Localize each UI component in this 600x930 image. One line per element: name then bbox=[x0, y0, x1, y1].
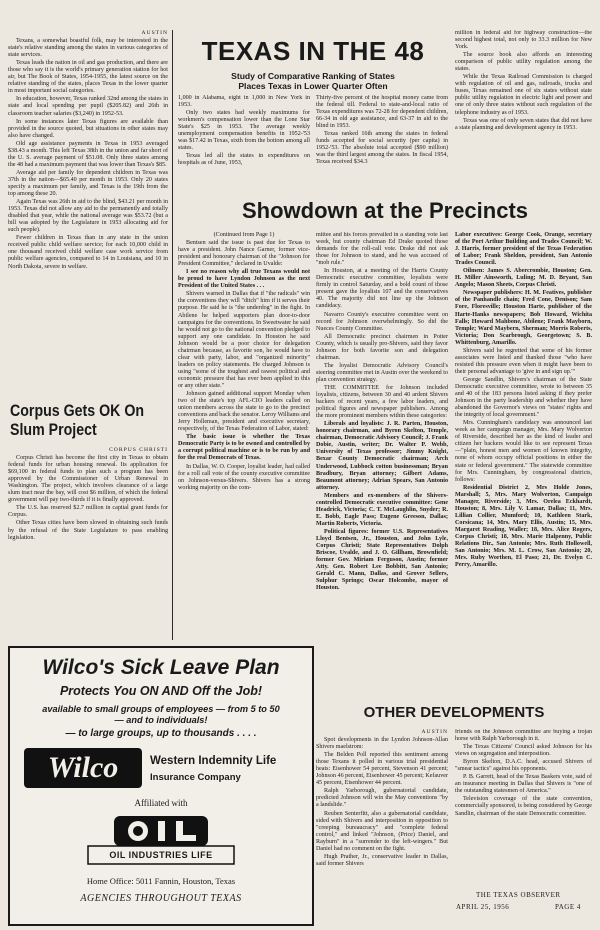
corpus-article bbox=[8, 447, 168, 635]
wilcos-line: — and to individuals! bbox=[114, 715, 208, 725]
col1-paragraph: Old age assistance payments in Texas in 1953 averaged $38.43 a month. This left Texas 38th in the union and far short of the U. S. average payment of $51.08. Only three states among the 48 had a maximum payment that was lower than Texas's $85. bbox=[8, 140, 168, 168]
showdown-paragraph: Johnson gained additional support Monday when two of the state's top AFL-CIO leaders called on union members across the state to go to the precinct conventions and back the senator. Leroy Williams and Jerry Holleman, president and executive secretary, respectively, of the Texas Federation of Labor, stated: bbox=[178, 391, 310, 433]
texas48-subhead: Study of Comparative Ranking of States bbox=[231, 71, 395, 81]
showdown-paragraph: Members and ex-members of the Shivers-controlled Democratic executive committee: Gene Headrick, Victoria; C. T. McLaughlin, Snyder; R. E. Bobb, Eagle Pass; Eugene Greeson, Dallas; Martin Roberts, Victoria. bbox=[316, 492, 448, 527]
other-paragraph: P. B. Garrett, head of the Texas Baskers vote, said of an insurance meeting in Dallas that Shivers is "one of the outstanding statesmen of America." bbox=[455, 774, 592, 795]
showdown-paragraph: Bentsen said the issue is past due for Texas to have a president. John Nance Garner, former vice-president and honorary chairman of the "Johnson for President Committee," declared in Uvalde: bbox=[178, 240, 310, 268]
wilcos-affiliated: Affiliated with bbox=[134, 798, 188, 808]
col1-paragraph: Texas leads the nation in oil and gas production, and there are those who say it is the world's primary generation station for hot air, but The Book of States, 1954-1955, the latest source on the relative standing of the states, places Texas in the lower quarter in most important social categories. bbox=[8, 60, 168, 95]
other-paragraph: Reuben Senterfitt, also a gubernatorial candidate, sided with Shivers and interposition in opposition to "creeping bureaucracy" and "complete federal control," and linked "Johnson, (Price) Daniel, and Rayburn" in a "surrender to the left-wingers." But Daniel had no comment on the fight. bbox=[316, 810, 448, 852]
showdown-column bbox=[455, 232, 592, 677]
col1-article bbox=[8, 30, 168, 413]
wilcos-advertisement bbox=[8, 646, 314, 926]
texas48-paragraph: Thirty-five percent of the hospital money came from the federal till. Federal to state-and-local ratio of Texas expenditures was 72-28 for dependent children, 66-34 in old age assistance, and 63-37 in aid to the blind in 1953. bbox=[316, 95, 448, 130]
corpus-paragraph: Corpus Christi has become the first city in Texas to obtain federal funds for urban housing renewal. Its application for $69,100 in federal funds to plan such a program has been approved by the Commissioner of Urban Renewal in Washington. The project, which involves clearance of a large slum tract near the bay, will cost $6 million, of which the federal government will pay two-thirds if it is finally approved. bbox=[8, 455, 168, 504]
showdown-paragraph: All Democratic precinct chairmen in Potter County, which is usually pro-Shivers, said they favor Johnson for both favorite son and delegation chairman. bbox=[316, 333, 448, 361]
wilcos-line: — to large groups, up to thousands . . . . bbox=[65, 728, 257, 739]
other-paragraph: Byron Skelton, D.A.C. head, accused Shivers of "smear tactics" against his opponents. bbox=[455, 759, 592, 773]
showdown-paragraph: (Continued from Page 1) bbox=[213, 232, 275, 238]
texas48-subhead: Places Texas in Lower Quarter Often bbox=[238, 81, 388, 91]
corpus-dateline: CORPUS CHRISTI bbox=[109, 447, 168, 453]
showdown-column bbox=[316, 232, 448, 677]
col1-paragraph: In some instances later Texas figures are available than provided in the source quoted, but situations in other states may also have changed. bbox=[8, 118, 168, 139]
other-column bbox=[316, 729, 448, 925]
showdown-paragraph: Navarro County's executive committee went on record for Johnson overwhelmingly. So did the Nueces County Committee. bbox=[316, 311, 448, 332]
footer-paper-name: THE TEXAS OBSERVER bbox=[476, 891, 561, 899]
other-paragraph: The Belden Poll reported this sentiment among those Texans it polled in various trial presidential heats: Eisenhower 54 percent, Stevenson 41 percent; Johnson 46 percent, Eisenhower 45 percent; Kefauver 45 percent, Eisenhower 44 percent. bbox=[316, 752, 448, 787]
other-paragraph: friends on the Johnson committee are buying a trojan horse with Ralph Yarborough in it. bbox=[455, 729, 592, 743]
wilcos-agencies: AGENCIES THROUGHOUT TEXAS bbox=[80, 893, 242, 904]
other-paragraph: Ralph Yarborough, gubernatorial candidate, predicted Johnson will win the May conventions "by a landslide." bbox=[316, 788, 448, 809]
other-paragraph: Spot developments in the Lyndon Johnson-Allan Shivers maelstrom: bbox=[316, 737, 448, 751]
texas48-column bbox=[316, 95, 448, 175]
col1-dateline: AUSTIN bbox=[141, 30, 168, 36]
showdown-paragraph: I see no reason why all true Texans would not be proud to have Lyndon Johnson as the next President of the United States . . . bbox=[178, 269, 310, 290]
footer-page-number: PAGE 4 bbox=[555, 903, 581, 911]
texas48-paragraph: Texas was one of only seven states that did not have a state planning and development agency in 1953. bbox=[455, 117, 592, 131]
showdown-paragraph: In Houston, at a meeting of the Harris County Democratic executive committee, loyalists were firmly in control Saturday, and a bold count of those present gave the loyalists 107 and the conservatives 40. The majority did not line up the Johnson candidacy. bbox=[316, 268, 448, 310]
showdown-paragraph: Newspaper publishers: H. M. Featives, publisher of the Panhandle chain; Fred Cone, Denison; Sam Fore, Floresville; Houston Harte, publisher of the Harte-Hanks newspapers; Bob Howard, Wichita Falls; Howard Mahbone, Abilene; Frank Mayborn, Temple; Ward Maybern, Sherman; Morris Roberts, Victoria; Don Scarbrough, Georgetown; S. B. Whittenburg, Amarillo. bbox=[455, 290, 592, 346]
wilco-logo bbox=[24, 748, 142, 788]
wilcos-company: Western Indemnity Life bbox=[150, 755, 277, 767]
showdown-paragraph: Shivers warned in Dallas that if "the radicals" win the conventions they will "ditch" him if it serves their purpose. He said he is "the underdog" in the fight. In Abilene he helped supporters plan door-to-door campaigns for the conventions. In Sweetwater he said he would not go to the national convention pledged to support any one candidate. In Houston he said Johnson would be a poor choice for delegation chairman because, as favorite son, he would have to clear with party, labor, and "organized minority" leaders on policy statements. He charged Johnson is using "some of the toughest and rawest political and economic pressure that has ever been applied in this or any other state." bbox=[178, 291, 310, 389]
showdown-paragraph: The basic issue is whether the Texas Democratic Party is to be owned and controlled by a corrupt political machine or is to be run by and for the real Democrats of Texas. bbox=[178, 434, 310, 462]
wilcos-home-office: Home Office: 5011 Fannin, Houston, Texas bbox=[86, 876, 236, 886]
texas48-paragraph: million in federal aid for highway construction—the second highest total, not only to 33.3 million for New York. bbox=[455, 30, 592, 51]
showdown-paragraph: Shivers said he regretted that some of his former associates were listed and thanked those "who have resisted this pressure even when it might have been to their personal advantage to 'give in and sign up.'" bbox=[455, 347, 592, 375]
wilcos-protect: Protects You ON AND Off the Job! bbox=[59, 684, 263, 698]
col1-paragraph: Average aid per family for dependent children in Texas was 37th in the nation—$65.40 per month in 1953. Only 20 states specify a maximum per family, and Texas is the 19th from the top among these 20. bbox=[8, 169, 168, 198]
other-headline: OTHER DEVELOPMENTS bbox=[363, 704, 545, 721]
corpus-paragraph: Other Texas cities have been slowed in obtaining such funds by the refusal of the State Legislature to pass enabling legislation. bbox=[8, 520, 168, 541]
oil-industries-logo bbox=[86, 814, 236, 866]
col1-paragraph: Texans, a somewhat boastful folk, may be interested in the state's relative standing among the states in various categories of state services. bbox=[8, 38, 168, 59]
col1-paragraph: In education, however, Texas ranked 32nd among the states in state and local spending per pupil ($205.82) and 26th in classroom teacher salaries ($3,240) in 1952-53. bbox=[8, 96, 168, 117]
texas48-column bbox=[178, 95, 310, 175]
showdown-paragraph: THE COMMITTEE for Johnson included loyalists, citizens, between 30 and 40 ardent Shivers backers of recent years, a few labor leaders, and political figures and newspaper publishers. Among the more prominent members within these categories: bbox=[316, 384, 448, 420]
texas48-paragraph: Only two states had weekly maximums for workmen's compensation lower than the Lone Star State's $25 in 1953. The average weekly unemployment compensation benefits in 1952-'53 was $17.42 in Texas, sixth from the bottom among all states. bbox=[178, 110, 310, 152]
showdown-paragraph: Residential District 2, Mrs Holde Jones, Marshall; 5, Mrs. Mary Wolverton, Campaign Manager, Riverside; 3, Mrs. Orelea Eckhardt, Houston; 8, Mrs. Lily V. Lamar, Dallas; 11, Mrs. Lillian Collier, Mumford; 10, Kathleen Stark, Corsicana; 14, Mrs. Mary Ellis, Austin; 15, Mrs. Margaret Reading, Waller; 18, Mrs. Alice Rogers, Corpus Christi; 18, Mrs. Marie Halpenny, Public Relations Dir., San Antonio; Mrs. Ruth Hollowell, San Antonio; Mrs. M. L. Crow, San Antonio; 20, Mrs. Ruby Worthen, El Paso; 21, Dr. Evelyn C. Perry, Amarillo. bbox=[455, 484, 592, 569]
showdown-paragraph: Oilmen: James S. Abercrombie, Houston; Gen. H. Miller Ainsworth, Luling; M. D. Bryant, San Angelo; Mason Sheets, Corpus Christi. bbox=[455, 268, 592, 289]
col1-paragraph: Again Texas was 26th in aid to the blind, $43.21 per month in 1953. Texas did not allow any aid to the permanently and totally disabled that year, while the national average was $53.72 (but a bill was adopted by the Legislature in 1953 allocating aid for such people). bbox=[8, 199, 168, 234]
other-paragraph: Hugh Prather, Jr., conservative leader in Dallas, said former Shivers bbox=[316, 853, 448, 867]
other-column bbox=[455, 729, 592, 884]
showdown-paragraph: Mrs. Cunningham's candidacy was announced last week as her campaign manager, Mrs. Mary Wolverton of Riverside, described her as the kind of leader and citizen her backers would like to see represent Texas—"plain, honest men and women of known integrity, none of whom occupy official positions in either the state or federal government." The statewide committee for Mrs. Cunningham, by congressional districts, follows: bbox=[455, 420, 592, 483]
other-paragraph: The Texas Citizens' Council asked Johnson for his views on segregation and interposition. bbox=[455, 744, 592, 758]
texas48-paragraph: Texas ranked 16th among the states in federal funds accepted for social security (per capita) in 1952-'53. The absolute total accepted ($90 million) was the third largest among the states. In fiscal 1954, Texas received $34.3 bbox=[316, 131, 448, 166]
oil-industries-label: OIL INDUSTRIES LIFE bbox=[109, 850, 213, 860]
texas48-paragraph: 1,000 in Alabama, eight in 1,000 in New York in 1953. bbox=[178, 95, 310, 109]
corpus-paragraph: The U.S. has reserved $2.7 million in capital grant funds for Corpus. bbox=[8, 505, 168, 519]
showdown-column bbox=[178, 232, 310, 637]
wilcos-line: available to small groups of employees — from 5 to 50 bbox=[42, 704, 280, 714]
other-dateline: AUSTIN bbox=[421, 729, 448, 735]
showdown-paragraph: Liberals and loyalists: J. R. Parten, Houston, honorary chairman, and Byron Skelton, Temple, chairman, Democratic Advisory Council; J. Frank Dobie, Austin, writer; Dr. Walter P. Webb, University of Texas professor; Jimmy Knight, Bexar County Democratic chairman; Arch Underwood, Lubbock cotton businessman; Bryan Bradbury, Bryan attorney; Gilbert Adams, Beaumont attorney; Adrian Spears, San Antonio attorney. bbox=[316, 421, 448, 491]
column-rule bbox=[172, 30, 173, 640]
footer-date: APRIL 25, 1956 bbox=[456, 903, 510, 911]
corpus-headline: Corpus Gets OK On Slum Project bbox=[10, 402, 145, 439]
wilcos-title: Wilco's Sick Leave Plan bbox=[42, 656, 280, 679]
showdown-paragraph: Political figures: former U.S. Representatives Lloyd Bentsen, Jr., Houston, and John Lyle, Corpus Christi; State Representatives Dolph Briscoe, Uvalde, and J. O. Gillham, Brownfield; former Gov. Miriam Ferguson, Austin; former Atty. Gen. Robert Lee Bobbitt, San Antonio; Gerald C. Mann, Dallas, and Grover Sellers, Sulphur Springs; Oscar Holcombe, mayor of Houston. bbox=[316, 528, 448, 592]
texas48-paragraph: While the Texas Railroad Commission is charged with regulation of oil and gas, railroads, trucks and buses, Texas remained one of six states without state public utility regulation in electric light and power and one of only three states without such regulation of the telephone industry as of 1953. bbox=[455, 74, 592, 116]
showdown-paragraph: The loyalist Democratic Advisory Council's steering committee met in Austin over the weekend to plan convention strategy. bbox=[316, 362, 448, 383]
showdown-headline: Showdown at the Precincts bbox=[241, 198, 529, 223]
showdown-paragraph: In Dallas, W. O. Cooper, loyalist leader, had called for a roll call vote of the county executive committee on Johnson-versus-Shivers. Shivers has a strong working majority on the com- bbox=[178, 463, 310, 491]
col1-paragraph: Fewer children in Texas than in any state in the union received public child welfare service; for each 10,000 child in one thousand received child welfare case work service from public welfare agencies, compared to 14 in Louisiana, and 10 in North Dakota, severe in welfare. bbox=[8, 235, 168, 270]
texas48-paragraph: Texas led all the states in expenditures on hospitals as of June, 1953, bbox=[178, 153, 310, 167]
other-paragraph: Television coverage of the state convention, commercially sponsored, is being considered by George Sandlin, chairman of the state Democratic committee. bbox=[455, 796, 592, 817]
showdown-paragraph: Labor executives: George Cook, Orange, secretary of the Port Arthur Building and Trades Council; W. J. Harris, former president of the Texas Federation of Labor; Frank Sheldon, president, San Antonio Trades Council. bbox=[455, 232, 592, 267]
texas48-paragraph: The source book also affords an interesting comparison of public utility regulation among the states. bbox=[455, 52, 592, 73]
showdown-paragraph: George Sandlin, Shivers's chairman of the State Democratic executive committee, wrote to between 35 and 40 of the 183 persons listed asking if they prefer Johnson in the party leadership and whether they have abandoned the Governor's views on "states' rights and the integrity of local government." bbox=[455, 376, 592, 419]
wilco-logo-text: Wilco bbox=[47, 751, 119, 784]
texas48-column bbox=[455, 30, 592, 190]
texas48-headline: TEXAS IN THE 48 bbox=[201, 36, 425, 66]
showdown-paragraph: mittee and his forces prevailed in a standing vote last week, but county chairman Ed Drake quoted those demands for the roll-call vote. Drake did not ask those for Johnson to stand, and he was accused of "mob rule." bbox=[316, 232, 448, 267]
wilcos-company: Insurance Company bbox=[150, 772, 241, 783]
